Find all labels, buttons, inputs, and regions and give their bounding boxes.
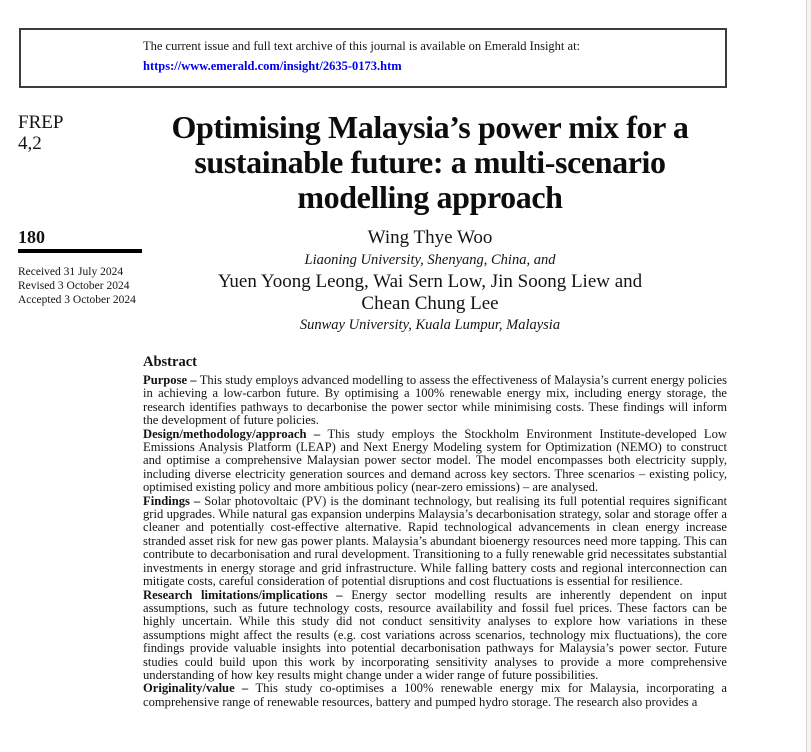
section-label-limitations: Research limitations/implications –: [143, 587, 352, 602]
abstract-section-originality: [143, 682, 727, 709]
author-affiliation-secondary: Sunway University, Kuala Lumpur, Malaysia: [299, 317, 561, 333]
title-line-3: modelling approach: [297, 179, 563, 215]
section-text-limitations: Energy sector modelling results are inherently dependent on input assumptions, such as future technology costs, resource availability and fossil fuel prices. These factors can be highly uncertain. While this study did not conduct sensitivity analyses to explore how variations in these assumptions might affect the results (e.g. cost variations across scenarios, technology mix fluctuations), the core findings provide valuable insights into potential decarbonisation pathways for Malaysia’s power sector. Future studies could build upon this work by incorporating sensitivity analyses to provide a more comprehensive understanding of how key results might change under a wider range of future possibilities.: [143, 587, 727, 682]
article-title: [135, 110, 725, 215]
section-label-findings: Findings –: [143, 493, 205, 508]
title-line-2: sustainable future: a multi-scenario: [194, 144, 666, 180]
page-number: 180: [18, 227, 45, 247]
abstract-section-limitations: [143, 589, 727, 683]
archive-text: The current issue and full text archive of this journal is available on Emerald Insight at:: [143, 39, 581, 53]
section-text-purpose: This study employs advanced modelling to assess the effectiveness of Malaysia’s current energy policies in achieving a low-carbon future. By optimising a 100% renewable energy mix, including energy storage, the research identifies pathways to decarbonise the power sector while minimising costs. These findings will inform the development of future policies.: [143, 373, 728, 428]
section-label-originality: Originality/value –: [143, 681, 256, 696]
article-history: [18, 265, 136, 307]
archive-link[interactable]: https://www.emerald.com/insight/2635-0173.htm: [143, 59, 402, 73]
abstract-section-purpose: [143, 374, 727, 428]
author-names-secondary-1: Yuen Yoong Leong, Wai Sern Low, Jin Soong Liew and: [217, 271, 643, 292]
archive-box: [19, 28, 727, 88]
section-text-originality: This study co-optimises a 100% renewable energy mix for Malaysia, incorporating a comprehensive range of renewable resources, battery and pumped hydro storage. The research also provides a: [143, 681, 727, 709]
journal-issue: 4,2: [18, 133, 42, 154]
section-label-purpose: Purpose –: [143, 373, 200, 387]
journal-abbrev: [18, 112, 63, 154]
page-number-rule: [18, 249, 142, 253]
section-label-design: Design/methodology/approach –: [143, 426, 328, 441]
title-line-1: Optimising Malaysia’s power mix for a: [171, 109, 689, 145]
abstract-heading: Abstract: [143, 354, 197, 370]
author-name-primary: Wing Thye Woo: [367, 227, 493, 248]
abstract-body: [143, 374, 727, 709]
author-affiliation-primary: Liaoning University, Shenyang, China, and: [304, 252, 556, 268]
history-accepted: Accepted 3 October 2024: [18, 294, 136, 306]
journal-abbrev-line: FREP: [18, 112, 64, 133]
history-received: Received 31 July 2024: [18, 266, 124, 278]
abstract-section-design: [143, 428, 727, 495]
history-revised: Revised 3 October 2024: [18, 280, 130, 292]
section-text-design: This study employs the Stockholm Environment Institute-developed Low Emissions Analysis Platform (LEAP) and Next Energy Modeling system for Optimization (NEMO) to construct and optimise a comprehensive Malaysian power sector model. The model encompasses both electricity supply, including diverse electricity generation sources and demand across key sectors. Three scenarios – existing policy, optimised existing policy and more ambitious policy (near-zero emissions) – are analysed.: [143, 426, 727, 495]
author-names-secondary-2: Chean Chung Lee: [361, 293, 499, 314]
abstract-section-findings: [143, 495, 727, 589]
section-text-findings: Solar photovoltaic (PV) is the dominant technology, but realising its full potential requires significant grid upgrades. While natural gas expansion underpins Malaysia’s decarbonisation strategy, solar and storage offer a cleaner and potentially cost-effective alternative. Rapid technological advancements in clean energy increase stranded asset risk for new gas power plants. Malaysia’s abundant bioenergy resources need more tapping. This can contribute to decarbonisation and rural development. Transitioning to a fully renewable grid necessitates substantial investments in energy storage and grid infrastructure. While falling battery costs and regional interconnection can mitigate costs, careful consideration of potential disruptions and cost fluctuations is essential for resilience.: [143, 493, 727, 589]
page-edge: [806, 0, 811, 752]
author-block: [135, 226, 725, 336]
